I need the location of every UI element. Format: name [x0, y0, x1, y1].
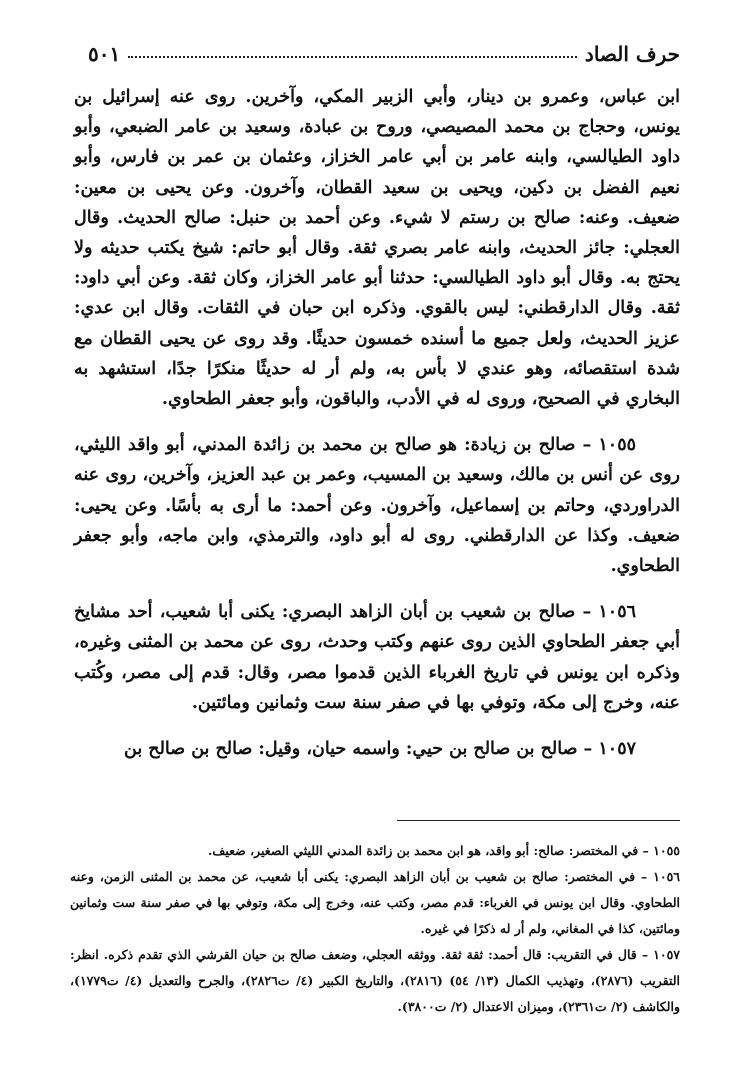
footnotes — [70, 838, 680, 1020]
footnote-1055: ١٠٥٥ – في المختصر: صالح: أبو واقد، هو ابن محمد بن زائدة المدني الليثي الصغير، ضعيف. — [208, 843, 680, 858]
footnote-separator — [397, 820, 680, 821]
entry-1056: ١٠٥٦ – صالح بن شعيب بن أبان الزاهد البصري: يكنى أبا شعيب، أحد مشايخ أبي جعفر الطحاوي الذين روى عنهم وكتب وحدث، روى عن محمد بن المثنى وغيره، وذكره ابن يونس في تاريخ الغرباء الذين قدموا مصر، وقال: قدم إلى مصر، وكُتب عنه، وخرج إلى مكة، وتوفي بها في صفر سنة ست وثمانين ومائتين. — [74, 602, 680, 713]
page-number: ٥٠١ — [88, 42, 121, 66]
dotted-leader — [128, 56, 577, 58]
entry-1057: ١٠٥٧ – صالح بن صالح بن حيي: واسمه حيان، وقيل: صالح بن صالح بن — [124, 739, 636, 760]
entry-1055: ١٠٥٥ – صالح بن زيادة: هو صالح بن محمد بن زائدة المدني، أبو واقد الليثي، روى عن أنس بن مالك، وسعيد بن المسيب، وعمر بن عبد العزيز، وآخرين، روى عنه الدراوردي، وحاتم بن إسماعيل، وآخرون. وعن أحمد: ما أرى به بأسًا. وعن يحيى: ضعيف. وكذا عن الدارقطني. روى له أبو داود، والترمذي، وابن ماجه، وأبو جعفر الطحاوي. — [74, 435, 680, 577]
running-header — [88, 30, 680, 66]
chapter-title: حرف الصاد — [584, 42, 680, 66]
footnote-1056: ١٠٥٦ – في المختصر: صالح بن شعيب بن أبان الزاهد البصري: يكنى أبا شعيب، عن محمد بن المثنى الزمن، وعنه الطحاوي. وقال ابن يونس في الغرباء: قدم مصر، وكتب عنه، وخرج إلى مكة، وتوفي بها في صفر سنة ست وثمانين ومائتين، كذا في المغاني، ولم أر له ذكرًا في غيره. — [70, 869, 680, 936]
paragraph-continuation: ابن عباس، وعمرو بن دينار، وأبي الزبير المكي، وآخرين. روى عنه إسرائيل بن يونس، وحجاج بن محمد المصيصي، وروح بن عبادة، وسعيد بن عامر الضبعي، وأبو داود الطيالسي، وابنه عامر بن أبي عامر الخزاز، وعثمان بن عمر بن فارس، وأبو نعيم الفضل بن دكين، ويحيى بن سعيد القطان، وآخرون. وعن يحيى بن معين: ضعيف. وعنه: صالح بن رستم لا شيء. وعن أحمد بن حنبل: صالح الحديث. وقال العجلي: جائز الحديث، وابنه عامر بصري ثقة. وقال أبو حاتم: شيخ يكتب حديثه ولا يحتج به. وقال أبو داود الطيالسي: حدثنا أبو عامر الخزاز، وكان ثقة. وعن أبي داود: ثقة. وقال الدارقطني: ليس بالقوي. وذكره ابن حبان في الثقات. وقال ابن عدي: عزيز الحديث، ولعل جميع ما أسنده خمسون حديثًا. وقد روى عن يحيى القطان مع شدة استقصائه، وهو عندي لا بأس به، ولم أر له حديثًا منكرًا جدًا، استشهد به البخاري في الصحيح، وروى له في الأدب، والباقون، وأبو جعفر الطحاوي. — [74, 87, 680, 410]
main-text — [74, 82, 680, 764]
footnote-1057: ١٠٥٧ – قال في التقريب: قال أحمد: ثقة ثقة. ووثقه العجلي، وضعف صالح بن حيان القرشي الذي تقدم ذكره. انظر: التقريب (٢٨٧٦)، وتهذيب الكمال (١٣/ ٥٤) (٢٨١٦)، والتاريخ الكبير (٤/ ت٢٨٢٦)، والجرح والتعديل (٤/ ت١٧٧٩)، والكاشف (٢/ ت٢٣٦١)، وميزان الاعتدال (٢/ ت٣٨٠٠). — [70, 947, 681, 1014]
